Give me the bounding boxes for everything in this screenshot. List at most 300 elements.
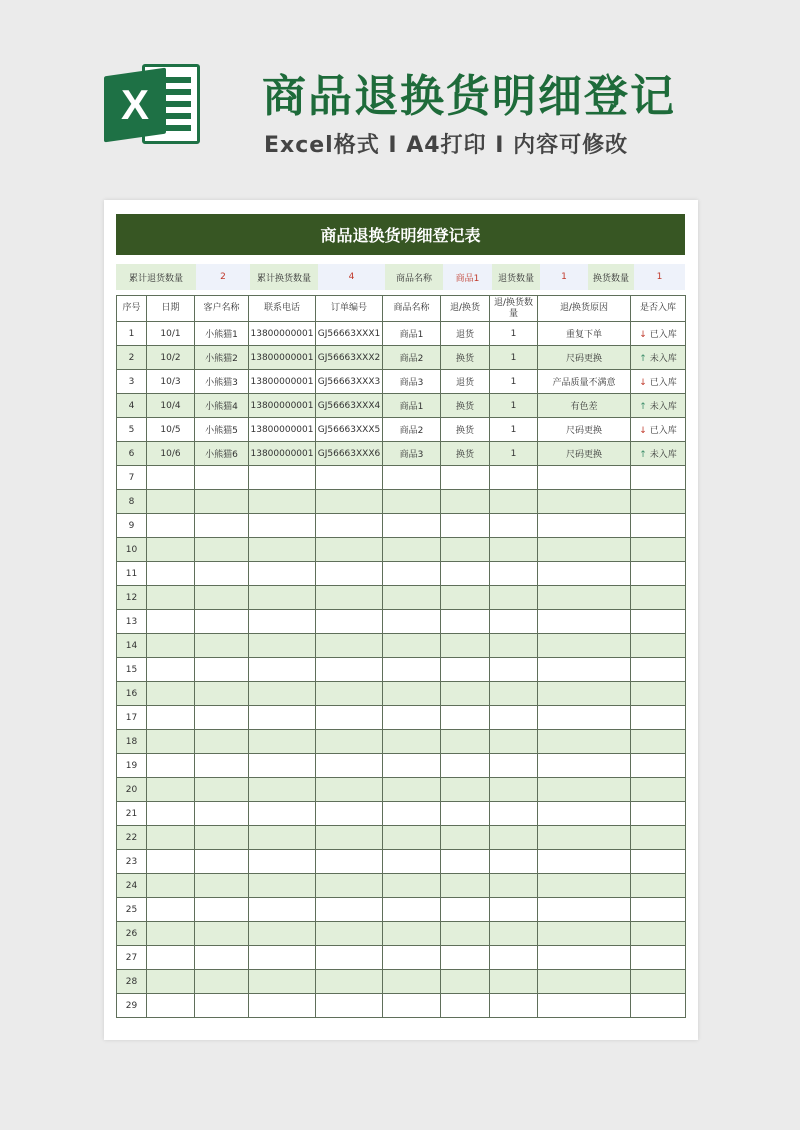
type-cell[interactable] [441,682,490,706]
product-cell[interactable] [383,826,441,850]
reason-cell[interactable] [538,874,631,898]
qty-cell[interactable] [490,994,538,1018]
order-cell[interactable] [316,874,383,898]
qty-cell[interactable] [490,898,538,922]
row-number[interactable]: 17 [117,706,147,730]
stock-cell[interactable] [631,682,686,706]
customer-cell[interactable] [195,538,249,562]
product-cell[interactable] [383,562,441,586]
date-cell[interactable] [147,538,195,562]
reason-cell[interactable] [538,634,631,658]
date-cell[interactable] [147,970,195,994]
table-row [117,898,686,922]
product-cell[interactable] [383,994,441,1018]
row-number[interactable]: 15 [117,658,147,682]
product-cell[interactable]: 商品1 [383,322,441,346]
type-cell[interactable] [441,658,490,682]
reason-cell[interactable] [538,490,631,514]
reason-cell[interactable]: 重复下单 [538,322,631,346]
customer-cell[interactable] [195,850,249,874]
reason-cell[interactable] [538,586,631,610]
phone-cell[interactable]: 13800000001 [249,370,316,394]
product-cell[interactable] [383,466,441,490]
date-cell[interactable] [147,490,195,514]
qty-cell[interactable] [490,538,538,562]
customer-cell[interactable] [195,826,249,850]
stock-cell[interactable] [631,730,686,754]
date-cell[interactable] [147,706,195,730]
customer-cell[interactable] [195,490,249,514]
customer-cell[interactable] [195,466,249,490]
order-cell[interactable] [316,658,383,682]
date-cell[interactable] [147,658,195,682]
qty-cell[interactable] [490,658,538,682]
date-cell[interactable] [147,826,195,850]
reason-cell[interactable] [538,706,631,730]
row-number[interactable]: 11 [117,562,147,586]
qty-cell[interactable] [490,634,538,658]
reason-cell[interactable]: 尺码更换 [538,442,631,466]
qty-cell[interactable] [490,802,538,826]
stock-cell[interactable] [631,946,686,970]
type-cell[interactable] [441,946,490,970]
date-cell[interactable] [147,562,195,586]
row-number[interactable]: 24 [117,874,147,898]
reason-cell[interactable] [538,898,631,922]
phone-cell[interactable] [249,706,316,730]
customer-cell[interactable] [195,898,249,922]
reason-cell[interactable]: 尺码更换 [538,346,631,370]
reason-cell[interactable] [538,802,631,826]
stock-cell[interactable] [631,802,686,826]
type-cell[interactable] [441,562,490,586]
date-cell[interactable]: 10/3 [147,370,195,394]
stock-cell[interactable] [631,970,686,994]
order-cell[interactable] [316,922,383,946]
date-cell[interactable] [147,730,195,754]
customer-cell[interactable] [195,994,249,1018]
row-number[interactable]: 16 [117,682,147,706]
date-cell[interactable] [147,898,195,922]
stock-cell[interactable] [631,706,686,730]
order-cell[interactable] [316,970,383,994]
product-cell[interactable]: 商品2 [383,346,441,370]
product-cell[interactable] [383,538,441,562]
order-cell[interactable] [316,778,383,802]
stock-cell[interactable] [631,562,686,586]
date-cell[interactable] [147,850,195,874]
stock-cell[interactable] [631,370,686,394]
reason-cell[interactable]: 有色差 [538,394,631,418]
stock-cell[interactable] [631,610,686,634]
qty-cell[interactable]: 1 [490,322,538,346]
date-cell[interactable] [147,946,195,970]
row-number[interactable]: 9 [117,514,147,538]
type-cell[interactable] [441,754,490,778]
stock-cell[interactable] [631,658,686,682]
row-number[interactable]: 25 [117,898,147,922]
type-cell[interactable] [441,802,490,826]
customer-cell[interactable] [195,730,249,754]
qty-cell[interactable] [490,730,538,754]
summary-value[interactable]: 4 [318,264,385,290]
customer-cell[interactable]: 小熊猫6 [195,442,249,466]
order-cell[interactable] [316,898,383,922]
product-cell[interactable] [383,898,441,922]
type-cell[interactable] [441,634,490,658]
order-cell[interactable]: GJ56663XXX2 [316,346,383,370]
product-cell[interactable] [383,946,441,970]
product-cell[interactable] [383,634,441,658]
row-number[interactable]: 8 [117,490,147,514]
date-cell[interactable]: 10/5 [147,418,195,442]
phone-cell[interactable] [249,490,316,514]
type-cell[interactable]: 换货 [441,346,490,370]
row-number[interactable]: 4 [117,394,147,418]
stock-cell[interactable] [631,778,686,802]
product-cell[interactable] [383,754,441,778]
stock-cell[interactable] [631,874,686,898]
phone-cell[interactable] [249,802,316,826]
qty-cell[interactable] [490,778,538,802]
type-cell[interactable]: 换货 [441,442,490,466]
order-cell[interactable] [316,562,383,586]
stock-cell[interactable] [631,754,686,778]
qty-cell[interactable]: 1 [490,418,538,442]
customer-cell[interactable] [195,586,249,610]
qty-cell[interactable] [490,754,538,778]
customer-cell[interactable] [195,634,249,658]
stock-cell[interactable] [631,994,686,1018]
order-cell[interactable] [316,946,383,970]
order-cell[interactable]: GJ56663XXX4 [316,394,383,418]
customer-cell[interactable]: 小熊猫3 [195,370,249,394]
customer-cell[interactable] [195,706,249,730]
product-cell[interactable]: 商品3 [383,370,441,394]
phone-cell[interactable] [249,538,316,562]
reason-cell[interactable] [538,658,631,682]
summary-value[interactable]: 1 [634,264,685,290]
reason-cell[interactable] [538,538,631,562]
reason-cell[interactable]: 产品质量不满意 [538,370,631,394]
phone-cell[interactable] [249,922,316,946]
qty-cell[interactable]: 1 [490,346,538,370]
date-cell[interactable] [147,682,195,706]
reason-cell[interactable] [538,610,631,634]
date-cell[interactable]: 10/6 [147,442,195,466]
reason-cell[interactable] [538,850,631,874]
stock-cell[interactable] [631,394,686,418]
type-cell[interactable] [441,970,490,994]
row-number[interactable]: 5 [117,418,147,442]
customer-cell[interactable] [195,922,249,946]
row-number[interactable]: 13 [117,610,147,634]
stock-cell[interactable] [631,586,686,610]
date-cell[interactable]: 10/2 [147,346,195,370]
reason-cell[interactable] [538,946,631,970]
phone-cell[interactable] [249,610,316,634]
date-cell[interactable] [147,922,195,946]
order-cell[interactable] [316,682,383,706]
customer-cell[interactable] [195,970,249,994]
product-cell[interactable] [383,682,441,706]
stock-cell[interactable] [631,826,686,850]
phone-cell[interactable] [249,970,316,994]
type-cell[interactable] [441,874,490,898]
order-cell[interactable] [316,610,383,634]
product-cell[interactable] [383,970,441,994]
phone-cell[interactable] [249,466,316,490]
qty-cell[interactable] [490,562,538,586]
order-cell[interactable] [316,706,383,730]
customer-cell[interactable] [195,946,249,970]
phone-cell[interactable] [249,754,316,778]
order-cell[interactable] [316,466,383,490]
row-number[interactable]: 7 [117,466,147,490]
date-cell[interactable] [147,610,195,634]
phone-cell[interactable] [249,946,316,970]
product-cell[interactable] [383,610,441,634]
order-cell[interactable]: GJ56663XXX5 [316,418,383,442]
summary-value[interactable]: 商品1 [443,264,492,290]
customer-cell[interactable]: 小熊猫1 [195,322,249,346]
phone-cell[interactable]: 13800000001 [249,418,316,442]
row-number[interactable]: 18 [117,730,147,754]
customer-cell[interactable] [195,658,249,682]
type-cell[interactable] [441,898,490,922]
customer-cell[interactable] [195,610,249,634]
stock-cell[interactable] [631,490,686,514]
type-cell[interactable] [441,490,490,514]
reason-cell[interactable] [538,514,631,538]
type-cell[interactable] [441,514,490,538]
type-cell[interactable] [441,778,490,802]
phone-cell[interactable] [249,514,316,538]
row-number[interactable]: 23 [117,850,147,874]
stock-cell[interactable] [631,898,686,922]
row-number[interactable]: 12 [117,586,147,610]
reason-cell[interactable] [538,682,631,706]
product-cell[interactable] [383,778,441,802]
stock-cell[interactable] [631,322,686,346]
product-cell[interactable] [383,730,441,754]
order-cell[interactable] [316,490,383,514]
qty-cell[interactable] [490,610,538,634]
type-cell[interactable] [441,538,490,562]
row-number[interactable]: 26 [117,922,147,946]
stock-cell[interactable] [631,514,686,538]
order-cell[interactable] [316,850,383,874]
phone-cell[interactable] [249,850,316,874]
phone-cell[interactable] [249,586,316,610]
stock-cell[interactable] [631,922,686,946]
stock-cell[interactable] [631,634,686,658]
product-cell[interactable] [383,490,441,514]
reason-cell[interactable] [538,730,631,754]
phone-cell[interactable] [249,634,316,658]
type-cell[interactable] [441,730,490,754]
order-cell[interactable]: GJ56663XXX1 [316,322,383,346]
type-cell[interactable] [441,586,490,610]
stock-cell[interactable] [631,466,686,490]
order-cell[interactable] [316,586,383,610]
date-cell[interactable] [147,466,195,490]
reason-cell[interactable] [538,778,631,802]
qty-cell[interactable] [490,850,538,874]
order-cell[interactable] [316,754,383,778]
qty-cell[interactable] [490,922,538,946]
date-cell[interactable] [147,994,195,1018]
customer-cell[interactable] [195,874,249,898]
customer-cell[interactable] [195,682,249,706]
row-number[interactable]: 22 [117,826,147,850]
phone-cell[interactable] [249,730,316,754]
reason-cell[interactable] [538,994,631,1018]
reason-cell[interactable] [538,466,631,490]
qty-cell[interactable] [490,706,538,730]
order-cell[interactable] [316,514,383,538]
reason-cell[interactable] [538,754,631,778]
phone-cell[interactable]: 13800000001 [249,322,316,346]
type-cell[interactable] [441,922,490,946]
order-cell[interactable] [316,994,383,1018]
qty-cell[interactable] [490,466,538,490]
product-cell[interactable] [383,850,441,874]
row-number[interactable]: 19 [117,754,147,778]
product-cell[interactable]: 商品1 [383,394,441,418]
customer-cell[interactable]: 小熊猫5 [195,418,249,442]
product-cell[interactable] [383,514,441,538]
phone-cell[interactable] [249,658,316,682]
customer-cell[interactable] [195,802,249,826]
reason-cell[interactable]: 尺码更换 [538,418,631,442]
customer-cell[interactable]: 小熊猫4 [195,394,249,418]
date-cell[interactable] [147,514,195,538]
customer-cell[interactable]: 小熊猫2 [195,346,249,370]
row-number[interactable]: 6 [117,442,147,466]
stock-cell[interactable] [631,538,686,562]
row-number[interactable]: 21 [117,802,147,826]
row-number[interactable]: 10 [117,538,147,562]
order-cell[interactable] [316,538,383,562]
product-cell[interactable]: 商品3 [383,442,441,466]
qty-cell[interactable] [490,514,538,538]
row-number[interactable]: 29 [117,994,147,1018]
date-cell[interactable] [147,634,195,658]
type-cell[interactable]: 换货 [441,418,490,442]
product-cell[interactable] [383,874,441,898]
qty-cell[interactable] [490,586,538,610]
phone-cell[interactable] [249,778,316,802]
customer-cell[interactable] [195,562,249,586]
stock-cell[interactable] [631,346,686,370]
date-cell[interactable] [147,586,195,610]
reason-cell[interactable] [538,562,631,586]
phone-cell[interactable] [249,898,316,922]
row-number[interactable]: 2 [117,346,147,370]
phone-cell[interactable] [249,994,316,1018]
stock-cell[interactable] [631,442,686,466]
reason-cell[interactable] [538,970,631,994]
qty-cell[interactable] [490,946,538,970]
row-number[interactable]: 28 [117,970,147,994]
phone-cell[interactable]: 13800000001 [249,394,316,418]
product-cell[interactable] [383,802,441,826]
type-cell[interactable] [441,706,490,730]
phone-cell[interactable]: 13800000001 [249,442,316,466]
qty-cell[interactable]: 1 [490,442,538,466]
date-cell[interactable]: 10/4 [147,394,195,418]
row-number[interactable]: 14 [117,634,147,658]
phone-cell[interactable] [249,874,316,898]
summary-value[interactable]: 1 [540,264,588,290]
type-cell[interactable]: 退货 [441,370,490,394]
qty-cell[interactable] [490,826,538,850]
qty-cell[interactable]: 1 [490,394,538,418]
row-number[interactable]: 20 [117,778,147,802]
stock-status: 未入库 [649,354,677,364]
phone-cell[interactable]: 13800000001 [249,346,316,370]
order-cell[interactable] [316,802,383,826]
type-cell[interactable]: 换货 [441,394,490,418]
product-cell[interactable]: 商品2 [383,418,441,442]
row-number[interactable]: 3 [117,370,147,394]
product-cell[interactable] [383,586,441,610]
order-cell[interactable]: GJ56663XXX3 [316,370,383,394]
date-cell[interactable] [147,754,195,778]
type-cell[interactable] [441,994,490,1018]
qty-cell[interactable] [490,874,538,898]
date-cell[interactable] [147,874,195,898]
reason-cell[interactable] [538,922,631,946]
customer-cell[interactable] [195,514,249,538]
phone-cell[interactable] [249,682,316,706]
product-cell[interactable] [383,658,441,682]
date-cell[interactable]: 10/1 [147,322,195,346]
stock-cell[interactable] [631,418,686,442]
phone-cell[interactable] [249,562,316,586]
qty-cell[interactable] [490,490,538,514]
customer-cell[interactable] [195,778,249,802]
type-cell[interactable] [441,466,490,490]
type-cell[interactable] [441,850,490,874]
qty-cell[interactable]: 1 [490,370,538,394]
qty-cell[interactable] [490,682,538,706]
row-number[interactable]: 1 [117,322,147,346]
order-cell[interactable] [316,826,383,850]
order-cell[interactable] [316,634,383,658]
table-row [117,586,686,610]
type-cell[interactable]: 退货 [441,322,490,346]
product-cell[interactable] [383,922,441,946]
table-row [117,994,686,1018]
reason-cell[interactable] [538,826,631,850]
summary-value[interactable]: 2 [196,264,250,290]
phone-cell[interactable] [249,826,316,850]
stock-cell[interactable] [631,850,686,874]
order-cell[interactable]: GJ56663XXX6 [316,442,383,466]
date-cell[interactable] [147,802,195,826]
order-cell[interactable] [316,730,383,754]
type-cell[interactable] [441,610,490,634]
type-cell[interactable] [441,826,490,850]
product-cell[interactable] [383,706,441,730]
summary-label: 商品名称 [385,264,443,290]
date-cell[interactable] [147,778,195,802]
qty-cell[interactable] [490,970,538,994]
row-number[interactable]: 27 [117,946,147,970]
customer-cell[interactable] [195,754,249,778]
